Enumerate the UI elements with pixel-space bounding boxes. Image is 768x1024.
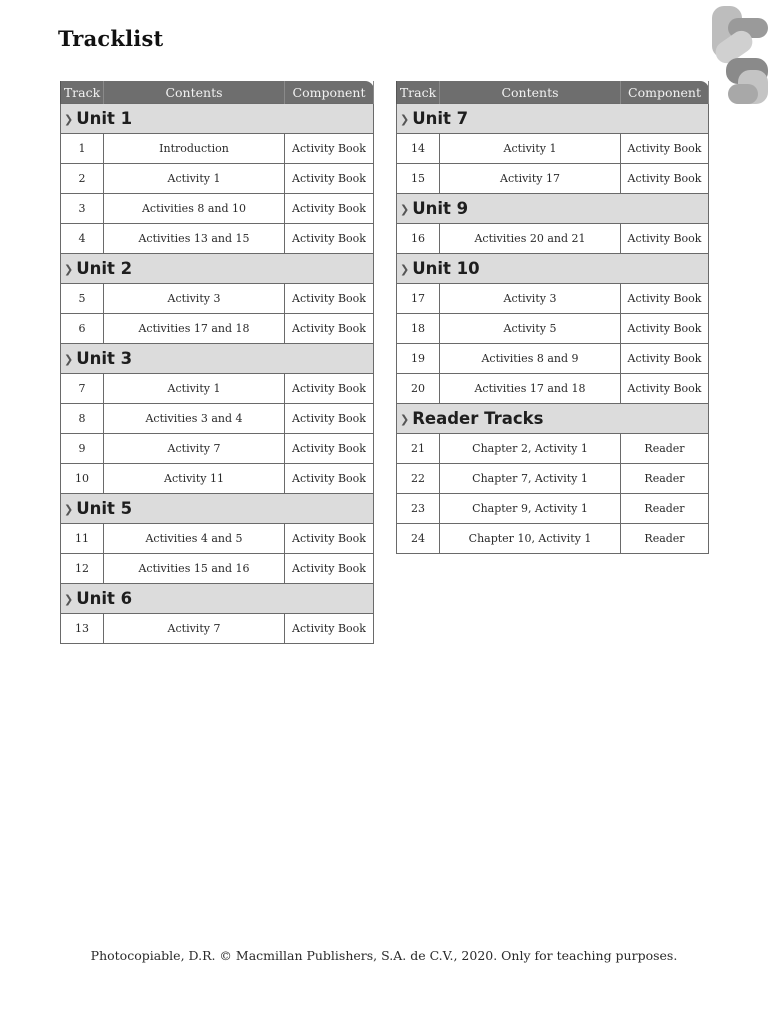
table-row <box>397 314 709 344</box>
track-cell: 24 <box>397 524 440 554</box>
table-row <box>61 314 374 344</box>
unit-label: Unit 9 <box>412 199 469 218</box>
component-cell: Activity Book <box>285 404 374 434</box>
chevron-right-icon: ❯ <box>64 593 74 606</box>
component-cell: Activity Book <box>621 344 709 374</box>
component-cell: Reader <box>621 524 709 554</box>
component-cell: Activity Book <box>621 164 709 194</box>
track-cell: 23 <box>397 494 440 524</box>
chevron-right-icon: ❯ <box>400 113 410 126</box>
table-row <box>397 164 709 194</box>
track-column-header: Track <box>61 81 104 104</box>
chevron-right-icon: ❯ <box>400 413 410 426</box>
unit-label: Unit 3 <box>76 349 133 368</box>
track-cell: 21 <box>397 434 440 464</box>
contents-cell: Activities 3 and 4 <box>104 404 285 434</box>
unit-header-row <box>61 104 374 134</box>
contents-cell: Chapter 10, Activity 1 <box>440 524 621 554</box>
track-cell: 6 <box>61 314 104 344</box>
table-row <box>397 434 709 464</box>
component-cell: Activity Book <box>285 194 374 224</box>
track-cell: 5 <box>61 284 104 314</box>
component-cell: Activity Book <box>621 314 709 344</box>
contents-cell: Activities 17 and 18 <box>440 374 621 404</box>
table-row <box>61 614 374 644</box>
table-row <box>61 464 374 494</box>
unit-label: Unit 6 <box>76 589 133 608</box>
table-row <box>61 224 374 254</box>
contents-cell: Activity 1 <box>104 374 285 404</box>
contents-cell: Activity 5 <box>440 314 621 344</box>
track-cell: 18 <box>397 314 440 344</box>
component-cell: Activity Book <box>285 464 374 494</box>
unit-header <box>61 104 374 134</box>
component-cell: Activity Book <box>285 224 374 254</box>
table-row <box>397 494 709 524</box>
unit-label: Reader Tracks <box>412 409 544 428</box>
track-cell: 2 <box>61 164 104 194</box>
component-cell: Activity Book <box>621 224 709 254</box>
table-row <box>61 434 374 464</box>
component-cell: Activity Book <box>285 134 374 164</box>
table-row <box>61 194 374 224</box>
table-row <box>397 134 709 164</box>
chevron-right-icon: ❯ <box>64 353 74 366</box>
table-row <box>397 524 709 554</box>
page-title: Tracklist <box>58 26 164 51</box>
unit-header-row <box>397 194 709 224</box>
component-cell: Activity Book <box>285 284 374 314</box>
unit-header <box>397 104 709 134</box>
publisher-logo-icon <box>708 0 768 110</box>
contents-cell: Activity 7 <box>104 614 285 644</box>
track-cell: 15 <box>397 164 440 194</box>
copyright-footer: Photocopiable, D.R. © Macmillan Publishers, S.A. de C.V., 2020. Only for teaching purposes. <box>90 948 678 963</box>
unit-header <box>397 194 709 224</box>
unit-header-row <box>61 494 374 524</box>
contents-cell: Activities 15 and 16 <box>104 554 285 584</box>
unit-header-row <box>61 254 374 284</box>
track-cell: 7 <box>61 374 104 404</box>
component-cell: Reader <box>621 434 709 464</box>
table-row <box>61 554 374 584</box>
contents-column-header: Contents <box>440 81 621 104</box>
contents-cell: Activities 20 and 21 <box>440 224 621 254</box>
unit-header <box>61 254 374 284</box>
component-cell: Activity Book <box>621 134 709 164</box>
component-cell: Reader <box>621 494 709 524</box>
tracklist-table-left <box>60 81 374 644</box>
contents-cell: Activity 1 <box>104 164 285 194</box>
tracklist-table-right <box>396 81 709 554</box>
contents-cell: Activity 7 <box>104 434 285 464</box>
component-cell: Activity Book <box>621 374 709 404</box>
track-cell: 12 <box>61 554 104 584</box>
track-cell: 8 <box>61 404 104 434</box>
component-column-header: Component <box>285 81 374 104</box>
component-cell: Activity Book <box>285 314 374 344</box>
track-cell: 20 <box>397 374 440 404</box>
component-cell: Activity Book <box>285 434 374 464</box>
unit-label: Unit 5 <box>76 499 133 518</box>
table-row <box>61 374 374 404</box>
track-cell: 17 <box>397 284 440 314</box>
unit-header <box>61 494 374 524</box>
chevron-right-icon: ❯ <box>64 113 74 126</box>
contents-cell: Activity 3 <box>104 284 285 314</box>
contents-column-header: Contents <box>104 81 285 104</box>
component-cell: Activity Book <box>285 554 374 584</box>
track-cell: 22 <box>397 464 440 494</box>
track-cell: 1 <box>61 134 104 164</box>
contents-cell: Chapter 9, Activity 1 <box>440 494 621 524</box>
component-column-header: Component <box>621 81 709 104</box>
unit-header-row <box>397 254 709 284</box>
track-cell: 3 <box>61 194 104 224</box>
unit-header <box>397 254 709 284</box>
component-cell: Activity Book <box>285 374 374 404</box>
contents-cell: Activity 1 <box>440 134 621 164</box>
contents-cell: Activities 8 and 9 <box>440 344 621 374</box>
contents-cell: Activities 17 and 18 <box>104 314 285 344</box>
track-cell: 14 <box>397 134 440 164</box>
table-row <box>61 404 374 434</box>
unit-header-row <box>61 584 374 614</box>
unit-label: Unit 1 <box>76 109 133 128</box>
contents-cell: Activities 8 and 10 <box>104 194 285 224</box>
contents-cell: Activities 13 and 15 <box>104 224 285 254</box>
track-cell: 10 <box>61 464 104 494</box>
unit-header <box>61 584 374 614</box>
track-cell: 11 <box>61 524 104 554</box>
contents-cell: Activities 4 and 5 <box>104 524 285 554</box>
component-cell: Activity Book <box>285 524 374 554</box>
chevron-right-icon: ❯ <box>64 503 74 516</box>
track-cell: 16 <box>397 224 440 254</box>
unit-header-row <box>397 104 709 134</box>
table-header-row <box>397 81 709 104</box>
table-row <box>61 134 374 164</box>
table-row <box>397 344 709 374</box>
table-row <box>397 224 709 254</box>
unit-header-row <box>61 344 374 374</box>
track-column-header: Track <box>397 81 440 104</box>
contents-cell: Chapter 7, Activity 1 <box>440 464 621 494</box>
unit-header <box>61 344 374 374</box>
component-cell: Activity Book <box>285 164 374 194</box>
contents-cell: Activity 3 <box>440 284 621 314</box>
track-cell: 19 <box>397 344 440 374</box>
contents-cell: Activity 17 <box>440 164 621 194</box>
contents-cell: Activity 11 <box>104 464 285 494</box>
table-row <box>397 464 709 494</box>
table-row <box>397 284 709 314</box>
track-cell: 9 <box>61 434 104 464</box>
component-cell: Activity Book <box>285 614 374 644</box>
chevron-right-icon: ❯ <box>400 203 410 216</box>
table-row <box>397 374 709 404</box>
table-row <box>61 284 374 314</box>
unit-label: Unit 2 <box>76 259 133 278</box>
unit-header-row <box>397 404 709 434</box>
contents-cell: Chapter 2, Activity 1 <box>440 434 621 464</box>
table-header-row <box>61 81 374 104</box>
unit-header <box>397 404 709 434</box>
track-cell: 4 <box>61 224 104 254</box>
unit-label: Unit 7 <box>412 109 469 128</box>
track-cell: 13 <box>61 614 104 644</box>
chevron-right-icon: ❯ <box>64 263 74 276</box>
table-row <box>61 524 374 554</box>
component-cell: Reader <box>621 464 709 494</box>
contents-cell: Introduction <box>104 134 285 164</box>
component-cell: Activity Book <box>621 284 709 314</box>
table-row <box>61 164 374 194</box>
chevron-right-icon: ❯ <box>400 263 410 276</box>
unit-label: Unit 10 <box>412 259 480 278</box>
